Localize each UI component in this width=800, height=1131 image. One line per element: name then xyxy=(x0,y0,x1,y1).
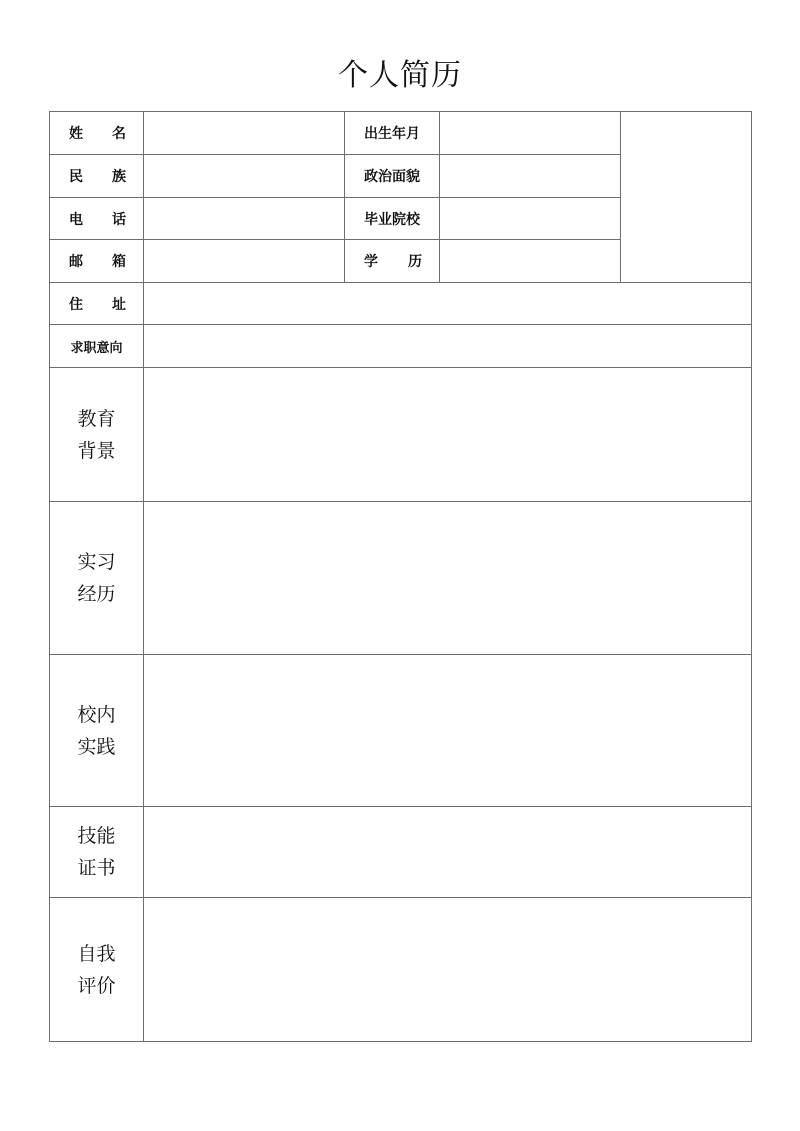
objective-label: 求职意向 xyxy=(49,324,144,368)
name-label xyxy=(49,111,144,155)
address-field[interactable] xyxy=(143,282,752,325)
email-field[interactable] xyxy=(143,239,345,283)
label-char: 电 xyxy=(69,211,83,228)
label-line: 教育 xyxy=(77,407,116,430)
phone-label xyxy=(49,197,144,240)
label-char: 邮 xyxy=(69,254,83,270)
label-char: 历 xyxy=(408,254,422,270)
label-char: 址 xyxy=(112,296,126,313)
self-eval-field[interactable] xyxy=(143,897,752,1042)
internship-field[interactable] xyxy=(143,501,752,655)
degree-label xyxy=(344,239,440,283)
label-line: 自我 xyxy=(77,942,116,965)
ethnicity-field[interactable] xyxy=(143,154,345,198)
school-label: 毕业院校 xyxy=(344,197,440,240)
label-line: 背景 xyxy=(77,439,116,462)
campus-label xyxy=(49,654,144,807)
label-line: 校内 xyxy=(77,703,116,726)
label-char: 姓 xyxy=(69,126,83,142)
label-char: 名 xyxy=(112,126,126,142)
birth-label: 出生年月 xyxy=(344,111,440,155)
objective-field[interactable] xyxy=(143,324,752,368)
address-label xyxy=(49,282,144,325)
education-field[interactable] xyxy=(143,367,752,502)
internship-label xyxy=(49,501,144,655)
education-label xyxy=(49,367,144,502)
label-line: 实习 xyxy=(77,551,116,573)
ethnicity-label xyxy=(49,154,144,198)
skills-field[interactable] xyxy=(143,806,752,898)
page-title: 个人简历 xyxy=(338,58,462,93)
name-field[interactable] xyxy=(143,111,345,155)
label-char: 民 xyxy=(69,169,83,185)
phone-field[interactable] xyxy=(143,197,345,240)
label-line: 经历 xyxy=(77,583,116,605)
photo-area[interactable] xyxy=(620,111,752,283)
school-field[interactable] xyxy=(439,197,621,240)
birth-field[interactable] xyxy=(439,111,621,155)
label-line: 评价 xyxy=(77,974,116,997)
label-char: 箱 xyxy=(112,254,126,270)
label-line: 技能 xyxy=(77,825,116,847)
label-char: 话 xyxy=(112,211,126,228)
politics-label: 政治面貌 xyxy=(344,154,440,198)
email-label xyxy=(49,239,144,283)
skills-label xyxy=(49,806,144,898)
self-eval-label xyxy=(49,897,144,1042)
degree-field[interactable] xyxy=(439,239,621,283)
label-char: 住 xyxy=(69,296,83,313)
label-line: 证书 xyxy=(77,857,116,879)
campus-field[interactable] xyxy=(143,654,752,807)
label-char: 族 xyxy=(112,169,126,185)
politics-field[interactable] xyxy=(439,154,621,198)
label-char: 学 xyxy=(364,254,378,270)
label-line: 实践 xyxy=(77,735,116,758)
